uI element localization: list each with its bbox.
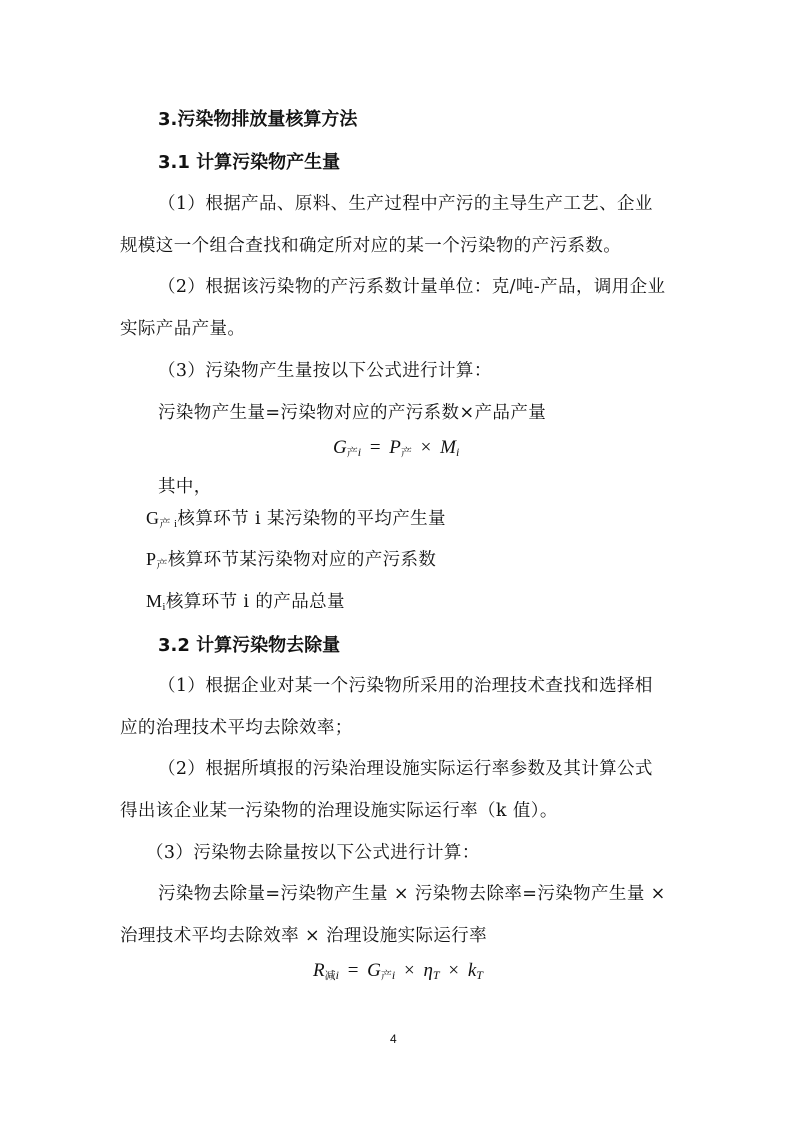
paragraph-2-line-1: （2）根据该污染物的产污系数计量单位：克/吨-产品，调用企业 — [158, 277, 666, 297]
removal-equation-line-1: 污染物去除量=污染物产生量 × 污染物去除率=污染物产生量 × — [158, 884, 666, 904]
section-3-1-title: 3.1 计算污染物产生量 — [158, 152, 341, 173]
paragraph-1-line-1: （1）根据产品、原料、生产过程中产污的主导生产工艺、企业 — [158, 194, 653, 214]
paragraph-1-line-2: 规模这一个组合查找和确定所对应的某一个污染物的产污系数。 — [120, 236, 622, 256]
equation-text: 污染物产生量=污染物对应的产污系数×产品产量 — [158, 403, 547, 423]
where-label: 其中， — [158, 477, 212, 497]
paragraph-2-line-2: 实际产品产量。 — [120, 319, 246, 339]
removal-equation-line-2: 治理技术平均去除效率 × 治理设施实际运行率 — [120, 926, 488, 946]
paragraph-5-line-1: （2）根据所填报的污染治理设施实际运行率参数及其计算公式 — [158, 759, 653, 779]
definition-p: $P_产$核算环节某污染物对应的产污系数 — [146, 549, 437, 571]
section-3-title: 3.污染物排放量核算方法 — [158, 109, 358, 130]
paragraph-5-line-2: 得出该企业某一污染物的治理设施实际运行率（k 值）。 — [120, 801, 558, 821]
paragraph-6: （3）污染物去除量按以下公式进行计算： — [146, 843, 480, 863]
paragraph-4-line-2: 应的治理技术平均去除效率； — [120, 718, 353, 738]
paragraph-3: （3）污染物产生量按以下公式进行计算： — [158, 361, 492, 381]
paragraph-4-line-1: （1）根据企业对某一个污染物所采用的治理技术查找和选择相 — [158, 676, 653, 696]
formula-generation: $G_{产i} = P_产 \times M_i$ — [333, 437, 460, 459]
section-3-2-title: 3.2 计算污染物去除量 — [158, 635, 341, 656]
definition-g: $G_{产 i}$核算环节 i 某污染物的平均产生量 — [146, 508, 446, 530]
page-number: 4 — [390, 1032, 397, 1046]
definition-m: $M_i$核算环节 i 的产品总量 — [146, 591, 345, 613]
formula-removal: $R_{减i} = G_{产i} \times \eta_T \times k_T$ — [313, 960, 483, 982]
